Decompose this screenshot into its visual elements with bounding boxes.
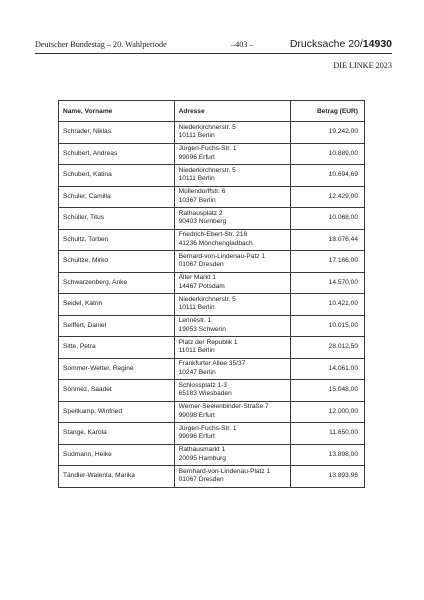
donor-name: Sudmann, Heike xyxy=(59,444,175,466)
table-body xyxy=(59,122,365,488)
address-street: Niederkirchnerstr. 5 xyxy=(178,295,236,303)
table-row xyxy=(59,337,365,359)
table-row xyxy=(59,466,365,488)
donor-name: Schubert, Andreas xyxy=(59,143,175,165)
donation-amount: 28.012,50 xyxy=(291,337,365,359)
table-row xyxy=(59,143,365,165)
donor-address xyxy=(174,186,291,208)
address-street: Jürgen-Fuchs-Str. 1 xyxy=(178,424,237,432)
donation-amount: 14.061,00 xyxy=(291,358,365,380)
donor-name: Schüller, Titus xyxy=(59,208,175,230)
document-number-prefix: Drucksache 20/ xyxy=(289,38,363,50)
column-header-name: Name, Vorname xyxy=(59,101,175,122)
address-street: Lennéstr. 1 xyxy=(178,317,212,325)
table-row xyxy=(59,251,365,273)
page-header xyxy=(35,40,392,54)
address-city: 99096 Erfurt xyxy=(178,153,215,161)
donation-amount: 10.421,00 xyxy=(291,294,365,316)
donation-amount: 12.000,00 xyxy=(291,401,365,423)
address-city: 90403 Nürnberg xyxy=(178,218,227,226)
donation-amount: 10.068,00 xyxy=(291,208,365,230)
address-city: 10111 Berlin xyxy=(178,175,215,183)
donor-name: Schultz, Torben xyxy=(59,229,175,251)
donation-amount: 10.889,00 xyxy=(291,143,365,165)
donation-amount: 14.570,00 xyxy=(291,272,365,294)
donor-address xyxy=(174,315,291,337)
page-number: –403 – xyxy=(231,40,254,49)
address-city: 10247 Berlin xyxy=(178,368,216,376)
table-row xyxy=(59,380,365,402)
donation-amount: 13.898,00 xyxy=(291,444,365,466)
table-row xyxy=(59,229,365,251)
donor-address xyxy=(174,337,291,359)
table-row xyxy=(59,401,365,423)
donor-address xyxy=(174,251,291,273)
donor-address xyxy=(174,380,291,402)
donor-name: Seidel, Katrin xyxy=(59,294,175,316)
column-header-amount: Betrag (EUR) xyxy=(291,101,365,122)
donation-amount: 10.694,69 xyxy=(291,165,365,187)
address-street: Niederkirchnerstr. 5 xyxy=(178,166,236,174)
donation-amount: 18.076,44 xyxy=(291,229,365,251)
donation-amount: 15.048,00 xyxy=(291,380,365,402)
donor-name: Schwarzenberg, Anke xyxy=(59,272,175,294)
donation-amount: 11.650,00 xyxy=(291,423,365,445)
address-street: Alter Markt 1 xyxy=(178,274,216,282)
address-city: 41236 Mönchengladbach xyxy=(178,239,253,247)
column-header-address: Adresse xyxy=(174,101,291,122)
document-number-bold: 14930 xyxy=(362,38,392,50)
donor-name: Tändler-Walenta, Marika xyxy=(59,466,175,488)
address-city: 01067 Dresden xyxy=(178,261,224,269)
donor-name: Stange, Karola xyxy=(59,423,175,445)
address-city: 01067 Dresden xyxy=(178,476,224,484)
donor-name: Sitte, Petra xyxy=(59,337,175,359)
donor-address xyxy=(174,272,291,294)
address-city: 99098 Erfurt xyxy=(178,411,215,419)
donor-address xyxy=(174,229,291,251)
parliament-period: Deutscher Bundestag – 20. Wahlperiode xyxy=(35,40,167,49)
donor-name: Sönmez, Saadet xyxy=(59,380,175,402)
address-city: 10111 Berlin xyxy=(178,132,215,140)
donor-name: Speitkamp, Winfried xyxy=(59,401,175,423)
address-city: 65183 Wiesbaden xyxy=(178,390,232,398)
address-street: Friedrich-Ebert-Str. 218 xyxy=(178,231,248,239)
table-row xyxy=(59,315,365,337)
donation-amount: 17.166,00 xyxy=(291,251,365,273)
table-row xyxy=(59,294,365,316)
table-row xyxy=(59,358,365,380)
table-row xyxy=(59,272,365,294)
table-row xyxy=(59,208,365,230)
address-city: 14467 Potsdam xyxy=(178,282,225,290)
donor-name: Schubert, Katina xyxy=(59,165,175,187)
donation-amount: 13.893,96 xyxy=(291,466,365,488)
donor-name: Schrader, Niklas xyxy=(59,122,175,144)
donor-address xyxy=(174,423,291,445)
donation-amount: 19.242,00 xyxy=(291,122,365,144)
table-row xyxy=(59,165,365,187)
address-street: Frankfurter Allee 35/37 xyxy=(178,360,246,368)
party-label: DIE LINKE 2023 xyxy=(333,61,392,70)
donor-name: Schuler, Camilla xyxy=(59,186,175,208)
address-street: Werner-Seelenbinder-Straße 7 xyxy=(178,403,269,411)
address-city: 10111 Berlin xyxy=(178,304,215,312)
address-street: Bernard-von-Lindenau-Patz 1 xyxy=(178,252,266,260)
donor-name: Sommer-Wetter, Regine xyxy=(59,358,175,380)
address-city: 11011 Berlin xyxy=(178,347,215,355)
address-city: 99096 Erfurt xyxy=(178,433,215,441)
donor-address xyxy=(174,294,291,316)
address-city: 10367 Berlin xyxy=(178,196,216,204)
address-street: Jürgen-Fuchs-Str. 1 xyxy=(178,145,237,153)
address-street: Platz der Republik 1 xyxy=(178,338,238,346)
donor-address xyxy=(174,466,291,488)
address-street: Niederkirchnerstr. 5 xyxy=(178,123,236,131)
donor-address xyxy=(174,122,291,144)
donor-name: Schultze, Mirko xyxy=(59,251,175,273)
address-city: 20095 Hamburg xyxy=(178,454,226,462)
donors-table xyxy=(58,100,365,488)
address-street: Rathausplatz 2 xyxy=(178,209,223,217)
table-row xyxy=(59,186,365,208)
donor-address xyxy=(174,444,291,466)
donation-amount: 10.015,00 xyxy=(291,315,365,337)
donor-address xyxy=(174,208,291,230)
table-row xyxy=(59,444,365,466)
header-rule xyxy=(35,53,392,54)
donor-name: Seiffert, Daniel xyxy=(59,315,175,337)
donation-amount: 12.429,00 xyxy=(291,186,365,208)
address-city: 19053 Schwerin xyxy=(178,325,226,333)
document-number xyxy=(290,38,392,50)
donor-address xyxy=(174,143,291,165)
address-street: Müllendorffstr. 6 xyxy=(178,188,226,196)
table-row xyxy=(59,423,365,445)
donor-address xyxy=(174,358,291,380)
address-street: Schlossplatz 1-3 xyxy=(178,381,227,389)
address-street: Rathausmarkt 1 xyxy=(178,446,226,454)
table-row xyxy=(59,122,365,144)
donor-address xyxy=(174,401,291,423)
table-header-row xyxy=(59,101,365,122)
address-street: Bernhard-von-Lindenau-Platz 1 xyxy=(178,467,271,475)
donor-address xyxy=(174,165,291,187)
